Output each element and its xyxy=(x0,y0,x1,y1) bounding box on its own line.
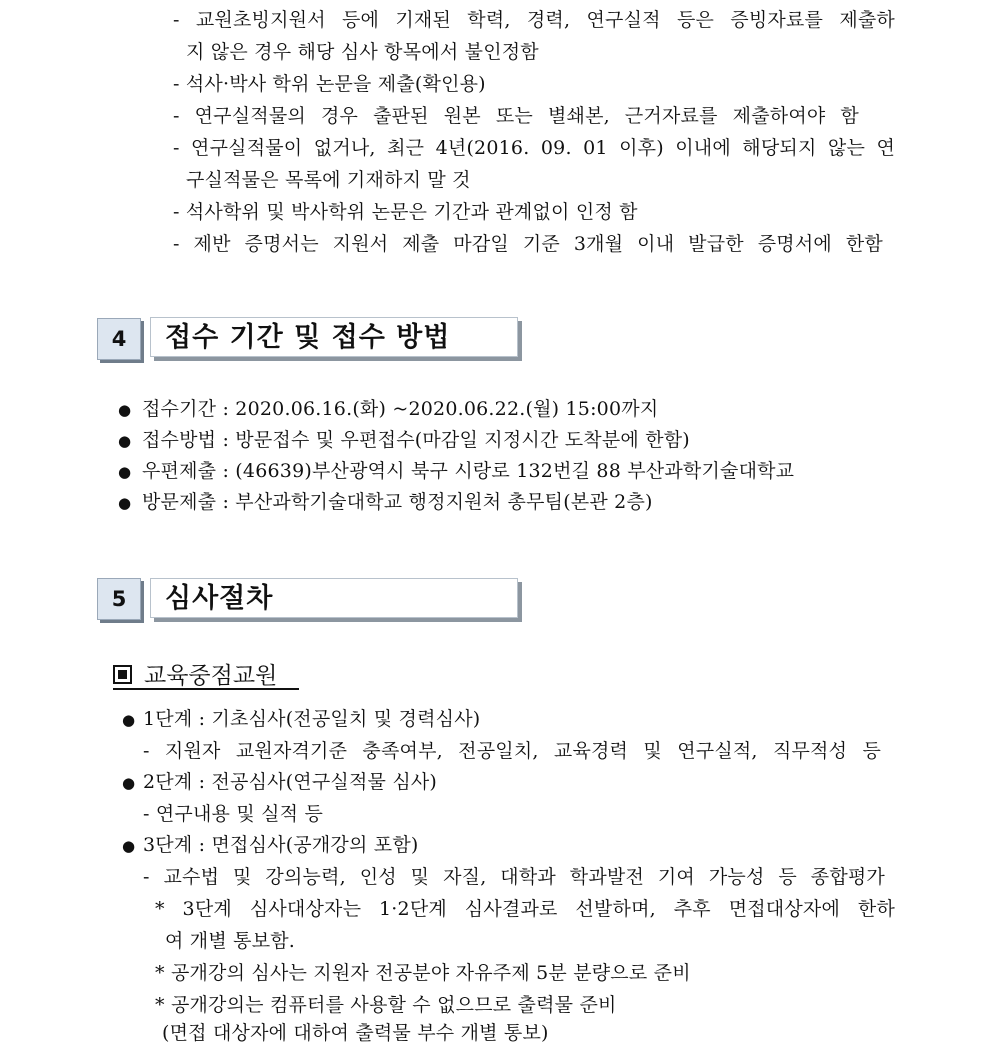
bullet-icon: ● xyxy=(118,432,132,450)
stage-item: 1단계 : 기초심사(전공일치 및 경력심사) xyxy=(143,708,481,730)
stage-detail: - 연구내용 및 실적 등 xyxy=(143,803,324,825)
list-item-continuation: 구실적물은 목록에 기재하지 말 것 xyxy=(186,169,471,191)
list-item: - 연구실적물이 없거나, 최근 4년(2016. 09. 01 이후) 이내에 해당되지 않는 연 xyxy=(173,137,895,159)
list-item: - 석사학위 및 박사학위 논문은 기간과 관계없이 인정 함 xyxy=(173,201,638,223)
subheading xyxy=(113,661,277,691)
stage-detail: - 지원자 교원자격기준 충족여부, 전공일치, 교육경력 및 연구실적, 직무적성 등 xyxy=(143,740,881,762)
list-item: 우편제출 : (46639)부산광역시 북구 시랑로 132번길 88 부산과학기술대학교 xyxy=(142,460,795,482)
list-item: - 제반 증명서는 지원서 제출 마감일 기준 3개월 이내 발급한 증명서에 한함 xyxy=(173,233,883,255)
note-item: * 공개강의 심사는 지원자 전공분야 자유주제 5분 분량으로 준비 xyxy=(155,962,691,984)
bullet-icon: ● xyxy=(122,774,136,792)
stage-detail: - 교수법 및 강의능력, 인성 및 자질, 대학과 학과발전 기여 가능성 등 종합평가 xyxy=(143,866,885,888)
subheading-text: 교육중점교원 xyxy=(144,663,278,689)
note-continuation: 여 개별 통보함. xyxy=(165,930,296,952)
bullet-icon: ● xyxy=(118,401,132,419)
bullet-icon: ● xyxy=(118,494,132,512)
bullet-icon: ● xyxy=(122,711,136,729)
section-number: 5 xyxy=(97,578,141,620)
stage-item: 3단계 : 면접심사(공개강의 포함) xyxy=(143,834,419,856)
list-item-continuation: 지 않은 경우 해당 심사 항목에서 불인정함 xyxy=(186,41,539,63)
note-item: * 공개강의는 컴퓨터를 사용할 수 없으므로 출력물 준비 xyxy=(155,994,617,1016)
bullet-icon: ● xyxy=(118,463,132,481)
section-number: 4 xyxy=(97,318,141,360)
section-title: 접수 기간 및 접수 방법 xyxy=(150,317,518,357)
filled-square-icon xyxy=(113,665,132,684)
list-item: - 연구실적물의 경우 출판된 원본 또는 별쇄본, 근거자료를 제출하여야 함 xyxy=(173,105,859,127)
list-item: 접수방법 : 방문접수 및 우편접수(마감일 지정시간 도착분에 한함) xyxy=(142,429,690,451)
subheading-underline xyxy=(113,688,299,690)
list-item: 접수기간 : 2020.06.16.(화) ~2020.06.22.(월) 15:00까지 xyxy=(142,398,659,420)
note-continuation: (면접 대상자에 대하여 출력물 부수 개별 통보) xyxy=(162,1022,549,1044)
list-item: - 석사·박사 학위 논문을 제출(확인용) xyxy=(173,73,486,95)
bullet-icon: ● xyxy=(122,837,136,855)
note-item: * 3단계 심사대상자는 1·2단계 심사결과로 선발하며, 추후 면접대상자에 한하 xyxy=(155,898,895,920)
stage-item: 2단계 : 전공심사(연구실적물 심사) xyxy=(143,771,438,793)
list-item: - 교원초빙지원서 등에 기재된 학력, 경력, 연구실적 등은 증빙자료를 제출하 xyxy=(173,9,895,31)
section-title: 심사절차 xyxy=(150,578,518,618)
list-item: 방문제출 : 부산과학기술대학교 행정지원처 총무팀(본관 2층) xyxy=(142,491,653,513)
